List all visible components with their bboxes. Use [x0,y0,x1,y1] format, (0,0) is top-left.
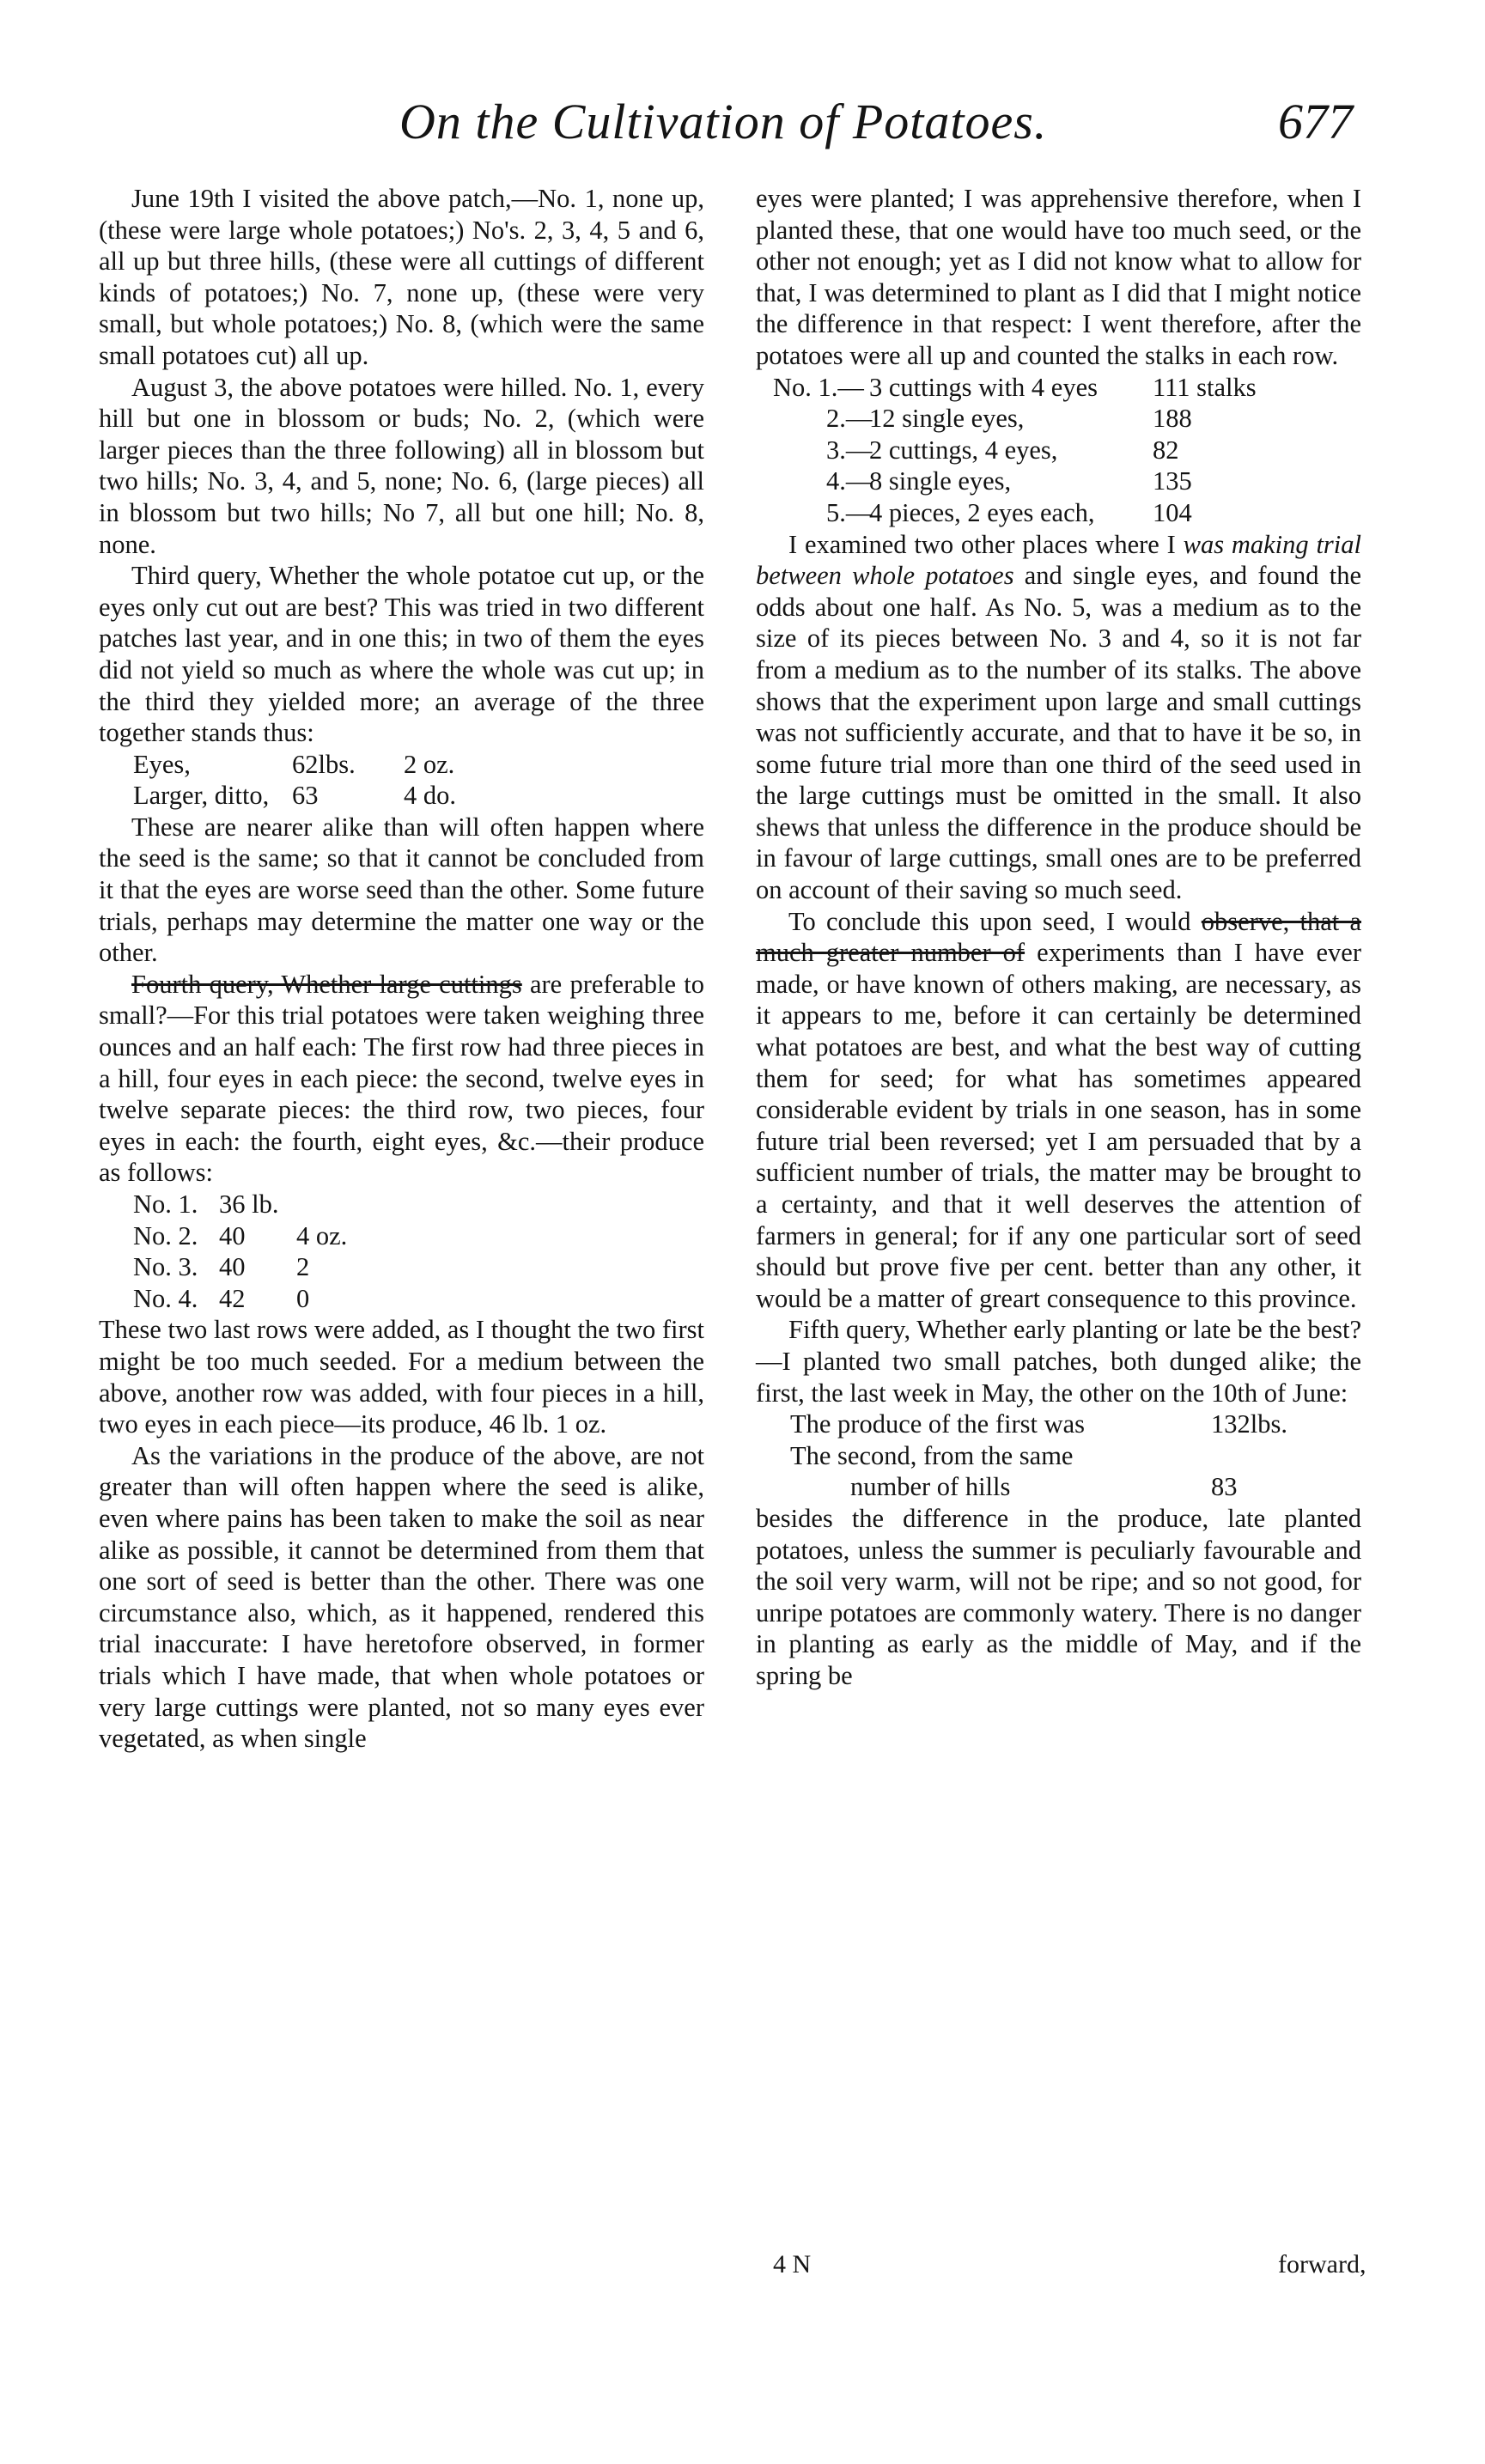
table-row [99,1220,704,1252]
row-stalk-count: 104 [1153,497,1192,527]
row-label: Larger, ditto, [133,781,270,811]
running-head [399,93,1353,161]
paragraph-august-hilling: August 3, the above potatoes were hilled. No. 1, every hill but one in blossom or buds; No. 2, (which were larger pieces than the three following) all in blossom but two hills; No. 3, 4, and 5, none; No. 6, (large pieces) all in blossom but two hills; No 7, all but one hill; No. 8, none. [99,372,704,559]
italic-text: was making trial between whole potatoes [756,529,1361,591]
catchword: forward, [1278,2250,1366,2278]
row-stalk-count: 111 stalks [1153,372,1257,402]
page-number: 677 [1278,94,1353,149]
rows-produce-table [99,1189,704,1314]
right-column [756,183,1361,1692]
table-row [99,780,704,812]
row-description: 2 cuttings, 4 eyes, [869,435,1058,465]
row-number: 4.— [826,466,873,496]
paragraph-fourth-query-body: are preferable to small?—For this trial potatoes were taken weighing three ounces and an half each: The first row had three pieces in a hill, four eyes in each piece: the second, twelve eyes in twelve separate pieces: the third row, two pieces, four eyes in each: the fourth, eight eyes, &c.—their produce as follows: [99,969,704,1188]
row-stalk-count: 82 [1153,435,1179,465]
row-weight: 63 [292,781,319,811]
text-run: and single eyes, and found the odds about one half. As No. 5, was a medium as to the size of its pieces between No. 3 and 4, so it is not far from a medium as to the number of its stalks. The above shows that the experiment upon large and small cuttings was not sufficiently accurate, and that to have it be so, in some future trial more than one third of the seed used in the large cuttings must be omitted in the small. It also shews that unless the difference in the produce should be in favour of large cuttings, small ones are to be preferred on account of their saving so much seed. [756,561,1361,905]
paragraph-examined-places [756,529,1361,906]
paragraph-eyes-planted: eyes were planted; I was apprehensive therefore, when I planted these, that one would have too much seed, or the other not enough; yet as I did not know what to allow for that, I was determined to plant as I did that I might notice the difference in that respect: I went therefore, after the potatoes were all up and counted the stalks in each row. [756,184,1361,370]
produce-second-value: 83 [1211,1472,1238,1502]
paragraph-variations: As the variations in the produce of the above, are not greater than will often happen where the seed is alike, even where pains has been taken to make the soil as near alike as possible, it cannot be determined from them that one sort of seed is better than the other. There was one circumstance also, which, as it happened, rendered this trial inaccurate: I have heretofore observed, in former trials which I have made, that when whole potatoes or very large cuttings were planted, not so many eyes ever vegetated, as when single [99,1440,704,1754]
paragraph-june-visit: June 19th I visited the above patch,—No. 1, none up, (these were large whole potatoes;) No's. 2, 3, 4, 5 and 6, all up but three hills, (these were all cuttings of different kinds of potatoes;) No. 7, none up, (these were very small, but whole potatoes;) No. 8, (which were the same small potatoes cut) all up. [99,184,704,370]
paragraph-third-query: Third query, Whether the whole potatoe cut up, or the eyes only cut out are best? This was tried in two different patches last year, and in one this; in two of them the eyes did not yield so much as where the whole was cut up; in the third they yielded more; an average of the three together stands thus: [99,561,704,748]
table-row [756,465,1361,497]
row-oz: 0 [296,1283,310,1313]
signature-mark: 4 N [773,2250,812,2278]
text-run: To conclude this upon seed, I would [788,906,1202,936]
row-weight: 62lbs. [292,749,356,779]
produce-second-label-continued: number of hills [850,1472,1011,1502]
paragraph-fifth-query: Fifth query, Whether early planting or late be the best?—I planted two small patches, both dunged alike; the first, the last week in May, the other on the 10th of June: [756,1315,1361,1408]
paragraph-two-last-rows: These two last rows were added, as I thought the two first might be too much seeded. For a medium between the above, another row was added, with four pieces in a hill, two eyes in each piece—its produce, 46 lb. 1 oz. [99,1315,704,1439]
paragraph-conclude-seed [756,906,1361,1315]
stalks-table [756,372,1361,529]
row-stalk-count: 135 [1153,466,1192,496]
row-label: No. 2. [133,1220,198,1250]
paragraph-fourth-query [99,969,704,1189]
row-label: No. 4. [133,1283,198,1313]
row-lbs: 36 lb. [219,1189,279,1219]
row-description: 8 single eyes, [869,466,1012,496]
paragraph-nearer-alike: These are nearer alike than will often happen where the seed is the same; so that it cannot be concluded from it that the eyes are worse seed than the other. Some future trials, perhaps may determine the matter one way or the other. [99,812,704,968]
table-row [756,1440,1361,1472]
table-row [756,372,1361,404]
paragraph-late-planting: besides the difference in the produce, late planted potatoes, unless the summer is peculiarly favourable and the soil very warm, will not be ripe; and so not good, for unripe potatoes are commonly watery. There is no danger in planting as early as the middle of May, and if the spring be [756,1503,1361,1690]
row-lbs: 40 [219,1252,246,1282]
row-oz: 2 [296,1252,310,1282]
row-number: 2.— [826,404,873,434]
table-row [99,1251,704,1283]
table-row [756,435,1361,466]
table-row [99,749,704,781]
row-stalk-count: 188 [1153,404,1192,434]
row-extra: 4 do. [404,781,456,811]
text-run: I examined two other places where I [788,529,1184,559]
row-number: 5.— [826,497,873,527]
row-lbs: 42 [219,1283,246,1313]
row-number: No. 1.— [773,372,864,402]
row-number: 3.— [826,435,873,465]
row-label: No. 1. [133,1189,198,1219]
table-row [756,1471,1361,1503]
table-row [99,1283,704,1315]
table-row [756,403,1361,435]
row-label: No. 3. [133,1252,198,1282]
row-description: 3 cuttings with 4 eyes [869,372,1098,402]
row-lbs: 40 [219,1220,246,1250]
table-row [756,497,1361,529]
eyes-yield-table [99,749,704,812]
produce-second-label: The second, from the same [790,1440,1074,1470]
produce-first-label: The produce of the first was [790,1409,1086,1439]
text-run: experiments than I have ever made, or have known of others making, are necessary, as it appears to me, before it can certainly be determined what potatoes are best, and what the best way of cutting them for seed; for what has sometimes appeared considerable evident by trials in one season, has in some future trial been reversed; yet I am persuaded that by a sufficient number of trials, the matter may be brought to a certainty, and that it well deserves the attention of farmers in general; for if any one particular sort of seed should but prove five per cent. better than any other, it would be a matter of greart consequence to this province. [756,938,1361,1313]
row-description: 12 single eyes, [869,404,1025,434]
left-column [99,183,704,1755]
struck-text: Fourth query, Whether large cuttings [131,969,522,999]
running-title: On the Cultivation of Potatoes. [399,94,1048,149]
row-oz: 4 oz. [296,1220,348,1250]
row-label: Eyes, [133,749,191,779]
struck-text: observe, that a much greater number of [756,906,1361,968]
table-row [756,1408,1361,1440]
produce-first-value: 132lbs. [1211,1409,1287,1439]
table-row [99,1189,704,1220]
produce-table [756,1408,1361,1503]
row-extra: 2 oz. [404,749,455,779]
row-description: 4 pieces, 2 eyes each, [869,497,1095,527]
